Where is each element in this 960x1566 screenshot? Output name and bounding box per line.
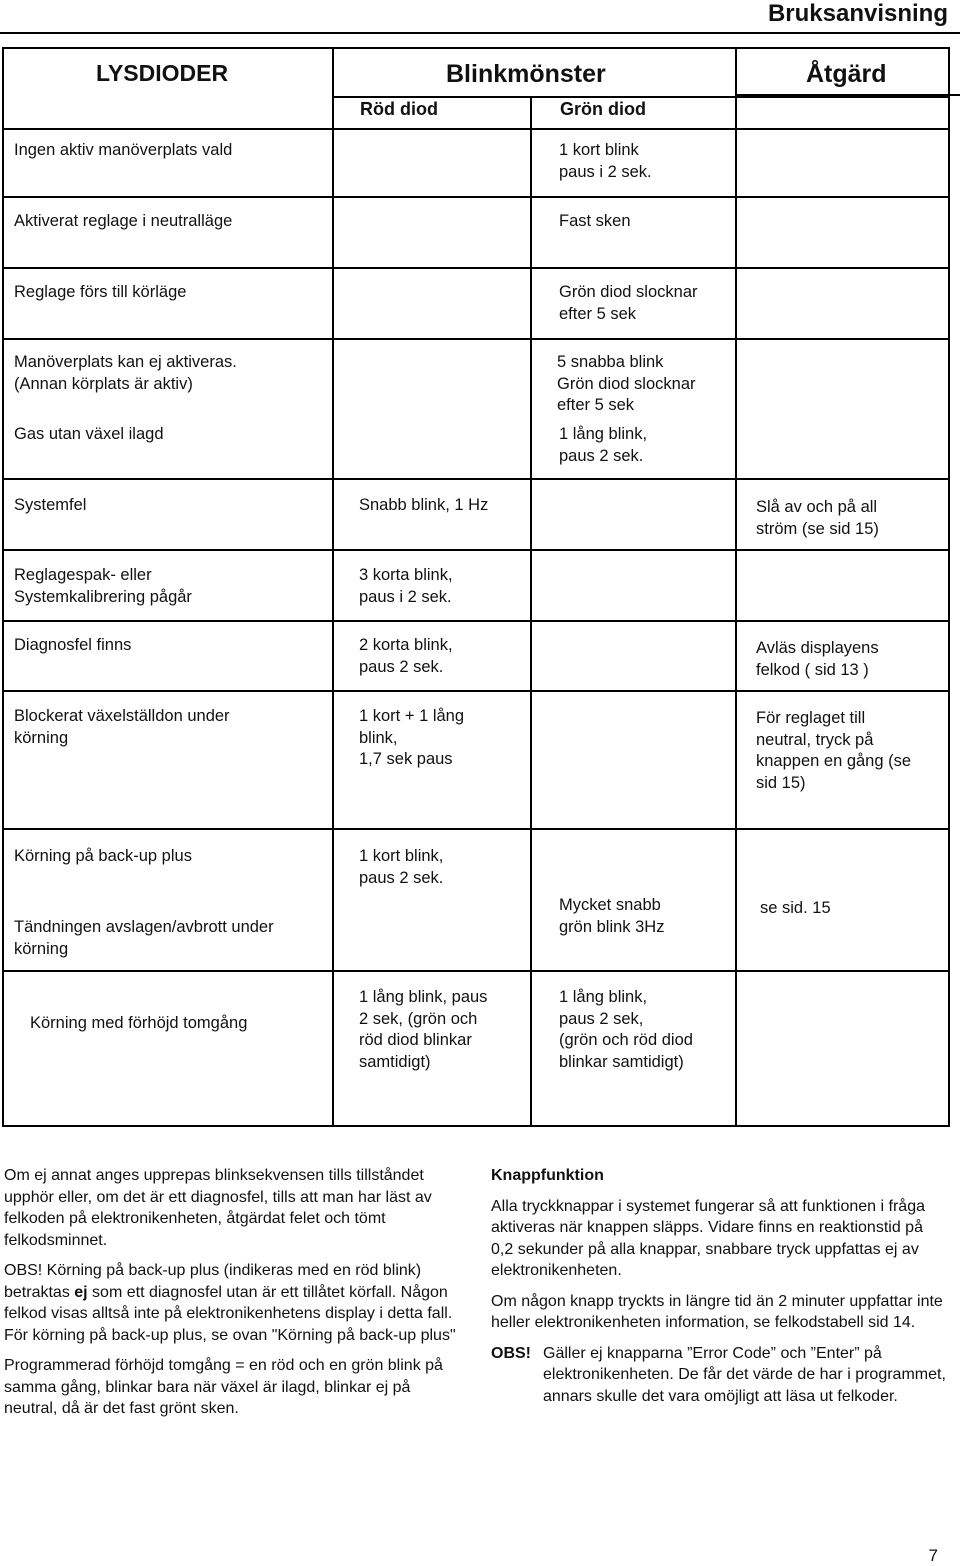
row-separator (2, 478, 950, 480)
note-paragraph: Programmerad förhöjd tomgång = en röd och en grön blink på samma gång, blinkar bara när växel är ilagd, blinkar ej på neutral, då är det fast grönt sken. (4, 1357, 443, 1417)
row-separator (2, 267, 950, 269)
row-label: Reglagespak- eller Systemkalibrering pågår (14, 566, 192, 606)
note-paragraph: Om någon knapp tryckts in längre tid än 2 minuter uppfattar inte heller elektronikenheten information, se felkodstabell sid 14. (491, 1292, 943, 1331)
header-lysdioder: LYSDIODER (96, 60, 229, 86)
red-diode-pattern: 3 korta blink, paus i 2 sek. (359, 566, 453, 606)
table-border-right (948, 47, 950, 1127)
obs-label: OBS! (491, 1344, 531, 1362)
page-number: 7 (928, 1546, 938, 1565)
notes-left-column (4, 1165, 466, 1429)
notes-right-column (491, 1165, 946, 1407)
header-divider-1 (332, 47, 334, 130)
green-diode-pattern: Fast sken (559, 212, 631, 230)
row-label: Körning på back-up plus (14, 847, 192, 865)
action-text: Avläs displayens felkod ( sid 13 ) (756, 639, 879, 679)
row-separator (2, 690, 950, 692)
green-diode-pattern: Grön diod slocknar efter 5 sek (559, 283, 698, 323)
row-separator (2, 196, 950, 198)
red-diode-pattern: Snabb blink, 1 Hz (359, 496, 489, 514)
action-text: För reglaget till neutral, tryck på knappen en gång (se sid 15) (756, 709, 912, 792)
row-label: Ingen aktiv manöverplats vald (14, 141, 233, 159)
header-gron-diod: Grön diod (560, 99, 646, 119)
row-label: Aktiverat reglage i neutralläge (14, 212, 233, 230)
green-diode-pattern: 1 lång blink, paus 2 sek, (grön och röd diod blinkar samtidigt) (559, 988, 693, 1071)
note-obs-paragraph: OBS! Körning på back-up plus (indikeras med en röd blink) betraktas ej som ett diagnosfel utan är ett tillåtet körfall. Någon felkod visas alltså inte på elektronikenhetens display i detta fall. För körning på back-up plus, se ovan "Körning på back-up plus" (4, 1262, 456, 1344)
header-divider-2 (735, 47, 737, 130)
header-subdivider (530, 96, 532, 130)
header-rule-right-ext (735, 94, 960, 96)
red-diode-pattern: 2 korta blink, paus 2 sek. (359, 636, 453, 676)
note-paragraph: Alla tryckknappar i systemet fungerar så att funktionen i fråga aktiveras när knappen släpps. Vidare finns en reaktionstid på 0,2 sekunder på alla knappar, snabbare tryck uppfattas ej av elektronikenheten. (491, 1197, 925, 1279)
body-divider-2 (530, 128, 532, 1125)
green-diode-pattern: 5 snabba blink Grön diod slocknar efter 5 sek (557, 353, 696, 414)
obs-text: Gäller ej knapparna ”Error Code” och ”Enter” på elektronikenheten. De får det värde de har i programmet, annars skulle det vara omöjligt att läsa ut felkoder. (543, 1344, 946, 1405)
table-border-top (2, 47, 950, 49)
green-diode-pattern: 1 kort blink paus i 2 sek. (559, 141, 652, 181)
header-blinkmonster: Blinkmönster (446, 60, 606, 88)
row-separator (2, 970, 950, 972)
row-separator (2, 828, 950, 830)
action-text: Slå av och på all ström (se sid 15) (756, 498, 879, 538)
row-label: Systemfel (14, 496, 87, 514)
header-bottom-rule (2, 128, 950, 130)
row-label: Reglage förs till körläge (14, 283, 187, 301)
header-rod-diod: Röd diod (360, 99, 438, 119)
row-label: Tändningen avslagen/avbrott under körning (14, 918, 274, 958)
document-header-title: Bruksanvisning (767, 0, 948, 27)
row-label: Blockerat växelställdon under körning (14, 707, 230, 747)
row-separator (2, 620, 950, 622)
body-divider-1 (332, 128, 334, 1125)
green-diode-pattern: Mycket snabb grön blink 3Hz (559, 896, 665, 936)
header-sub-rule (332, 96, 948, 98)
red-diode-pattern: 1 kort blink, paus 2 sek. (359, 847, 444, 887)
obs-note (491, 1343, 946, 1408)
header-atgard: Åtgärd (806, 60, 887, 88)
red-diode-pattern: 1 lång blink, paus 2 sek, (grön och röd diod blinkar samtidigt) (359, 988, 488, 1071)
table-border-left (2, 47, 4, 1127)
body-divider-3 (735, 128, 737, 1125)
row-label: Gas utan växel ilagd (14, 425, 164, 443)
header-rule (0, 32, 960, 34)
note-paragraph: Om ej annat anges upprepas blinksekvensen tills tillståndet upphör eller, om det är ett diagnosfel, tills att man har läst av felkoden på elektronikenheten, åtgärdat felet och tömt felkodsminnet. (4, 1167, 432, 1249)
green-diode-pattern: 1 lång blink, paus 2 sek. (559, 425, 648, 465)
row-separator (2, 549, 950, 551)
table-border-bottom (2, 1125, 950, 1127)
red-diode-pattern: 1 kort + 1 lång blink, 1,7 sek paus (359, 707, 465, 768)
section-heading: Knappfunktion (491, 1167, 604, 1184)
row-separator (2, 338, 950, 340)
row-label: Diagnosfel finns (14, 636, 132, 654)
row-label: Körning med förhöjd tomgång (30, 1014, 248, 1032)
action-text: se sid. 15 (760, 899, 831, 917)
row-label: Manöverplats kan ej aktiveras. (Annan körplats är aktiv) (14, 353, 237, 393)
